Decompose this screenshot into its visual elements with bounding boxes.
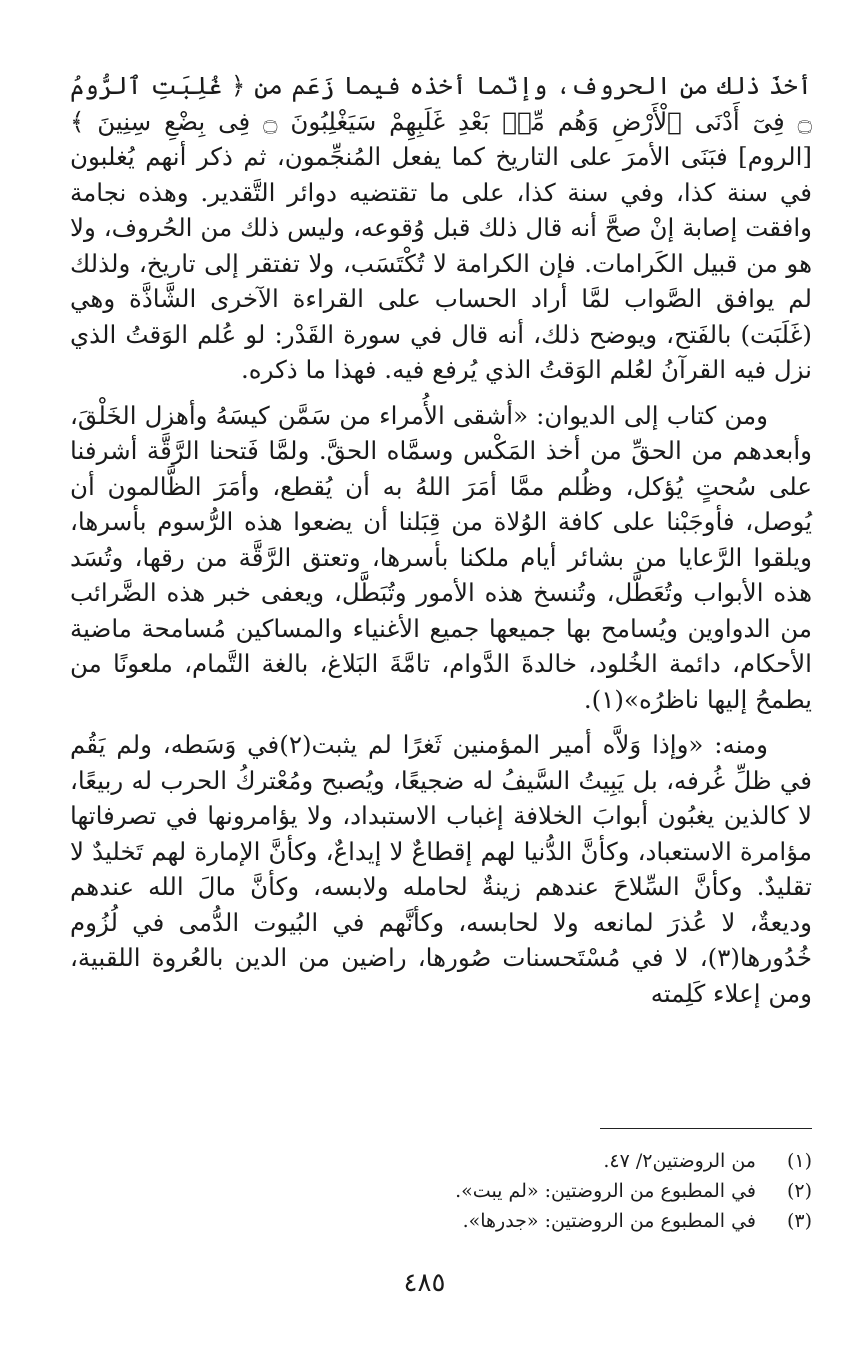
footnote-text: في المطبوع من الروضتين: «جدرها». — [462, 1210, 756, 1232]
paragraph-3: ومنه: «وإذا وَلاَّه أمير المؤمنين ثَغرًا لم يثبت(٢)في وَسَطه، ولم يَقُم في ظلِّ غُرفه، بل يَبِيتُ السَّيفُ له ضجيعًا، ويُصبح ومُعْتركُ الحرب له ربيعًا، لا كالذين يغبُون أبوابَ الخلافة إغباب الاستبداد، ولا يؤامرونها في تصرفاتها مؤامرة الاستعباد، وكأنَّ الدُّنيا لهم إقطاعٌ لا إيداعٌ، وكأنَّ الإمارة لهم تَخليدٌ لا تقليدٌ. وكأنَّ السِّلاحَ عندهم زينةٌ لحامله ولابسه، وكأنَّ مالَ الله عندهم وديعةٌ، لا عُذرَ لمانعه ولا لحابسه، وكأنَّهم في البُيوت الدُّمى في لُزُوم خُدُورها(٣)، لا في مُسْتَحسنات صُورها، راضين من الدين بالعُروة اللقبية، ومن إعلاء كَلِمته — [70, 730, 812, 1008]
footnote-number: (١) — [786, 1150, 812, 1172]
footnote-1 — [70, 1146, 812, 1176]
footnote-3 — [70, 1206, 812, 1236]
footnote-number: (٣) — [786, 1210, 812, 1232]
footnote-text: من الروضتين٢/ ٤٧. — [603, 1150, 756, 1172]
footnotes — [70, 1146, 812, 1236]
footnote-number: (٢) — [786, 1180, 812, 1202]
footnote-text: في المطبوع من الروضتين: «لم يبت». — [455, 1180, 756, 1202]
page-number: ٤٨٥ — [403, 1268, 446, 1298]
page-body — [70, 68, 812, 1011]
footnote-divider — [600, 1128, 812, 1129]
footnote-2 — [70, 1176, 812, 1206]
paragraph-1: أخذَ ذلك من الحروف، وإنّما أخذه فيما زَعَم من ﴿ غُلِبَتِ ٱلرُّومُ ۝ فِىٓ أَدْنَى ٱلْأَرْضِ وَهُم مِّنۢ بَعْدِ غَلَبِهِمْ سَيَغْلِبُونَ ۝ فِى بِضْعِ سِنِينَ ﴾ [الروم] فبَنَى الأمرَ على التاريخ كما يفعل المُنجِّمون، ثم ذكر أنهم يُغلبون في سنة كذا، وفي سنة كذا، على ما تقتضيه دوائر التَّقدير. وهذه نجامة وافقت إصابة إنْ صحَّ أنه قال ذلك قبل وُقوعه، وليس ذلك من الحُروف، ولا هو من قبيل الكَرامات. فإن الكرامة لا تُكْتَسَب، ولا تفتقر إلى تاريخ، ولذلك لم يوافق الصَّواب لمَّا أراد الحساب على القراءة الآخرى الشَّاذَّة وهي (غَلَبَت) بالفَتح، ويوضح ذلك، أنه قال في سورة القَدْر: لو عُلم الوَقتُ الذي نزل فيه القرآنُ لعُلم الوَقتُ الذي يُرفع فيه. فهذا ما ذكره. — [70, 71, 812, 384]
paragraph-2: ومن كتاب إلى الديوان: «أشقى الأُمراء من سَمَّن كيسَهُ وأهزل الخَلْقَ، وأبعدهم من الحقِّ من أخذ المَكْس وسمَّاه الحقَّ. ولمَّا فَتحنا الرَّقَّة أشرفنا على سُحتٍ يُؤكل، وظُلم ممَّا أمَرَ اللهُ به أن يُقطع، وأمَرَ الظَّالمون أن يُوصل، فأوجَبْنا على كافة الوُلاة من قِبَلنا أن يضعوا هذه الرُّسوم بأسرها، ويلقوا الرَّعايا من بشائر أيام ملكنا بأسرها، وتعتق الرَّقَّة من رقها، وتُسَد هذه الأبواب وتُعَطَّل، وتُنسخ هذه الأمور وتُبَطَّل، ويعفى خبر هذه الضَّرائب من الدواوين ويُسامح بها جميعها جميع الأغنياء والمساكين مُسامحة ماضية الأحكام، دائمة الخُلود، خالدةَ الدَّوام، تامَّةَ البَلاغ، بالغة التَّمام، ملعونًا من يطمحُ إليها ناظرُه»(١). — [70, 400, 812, 714]
